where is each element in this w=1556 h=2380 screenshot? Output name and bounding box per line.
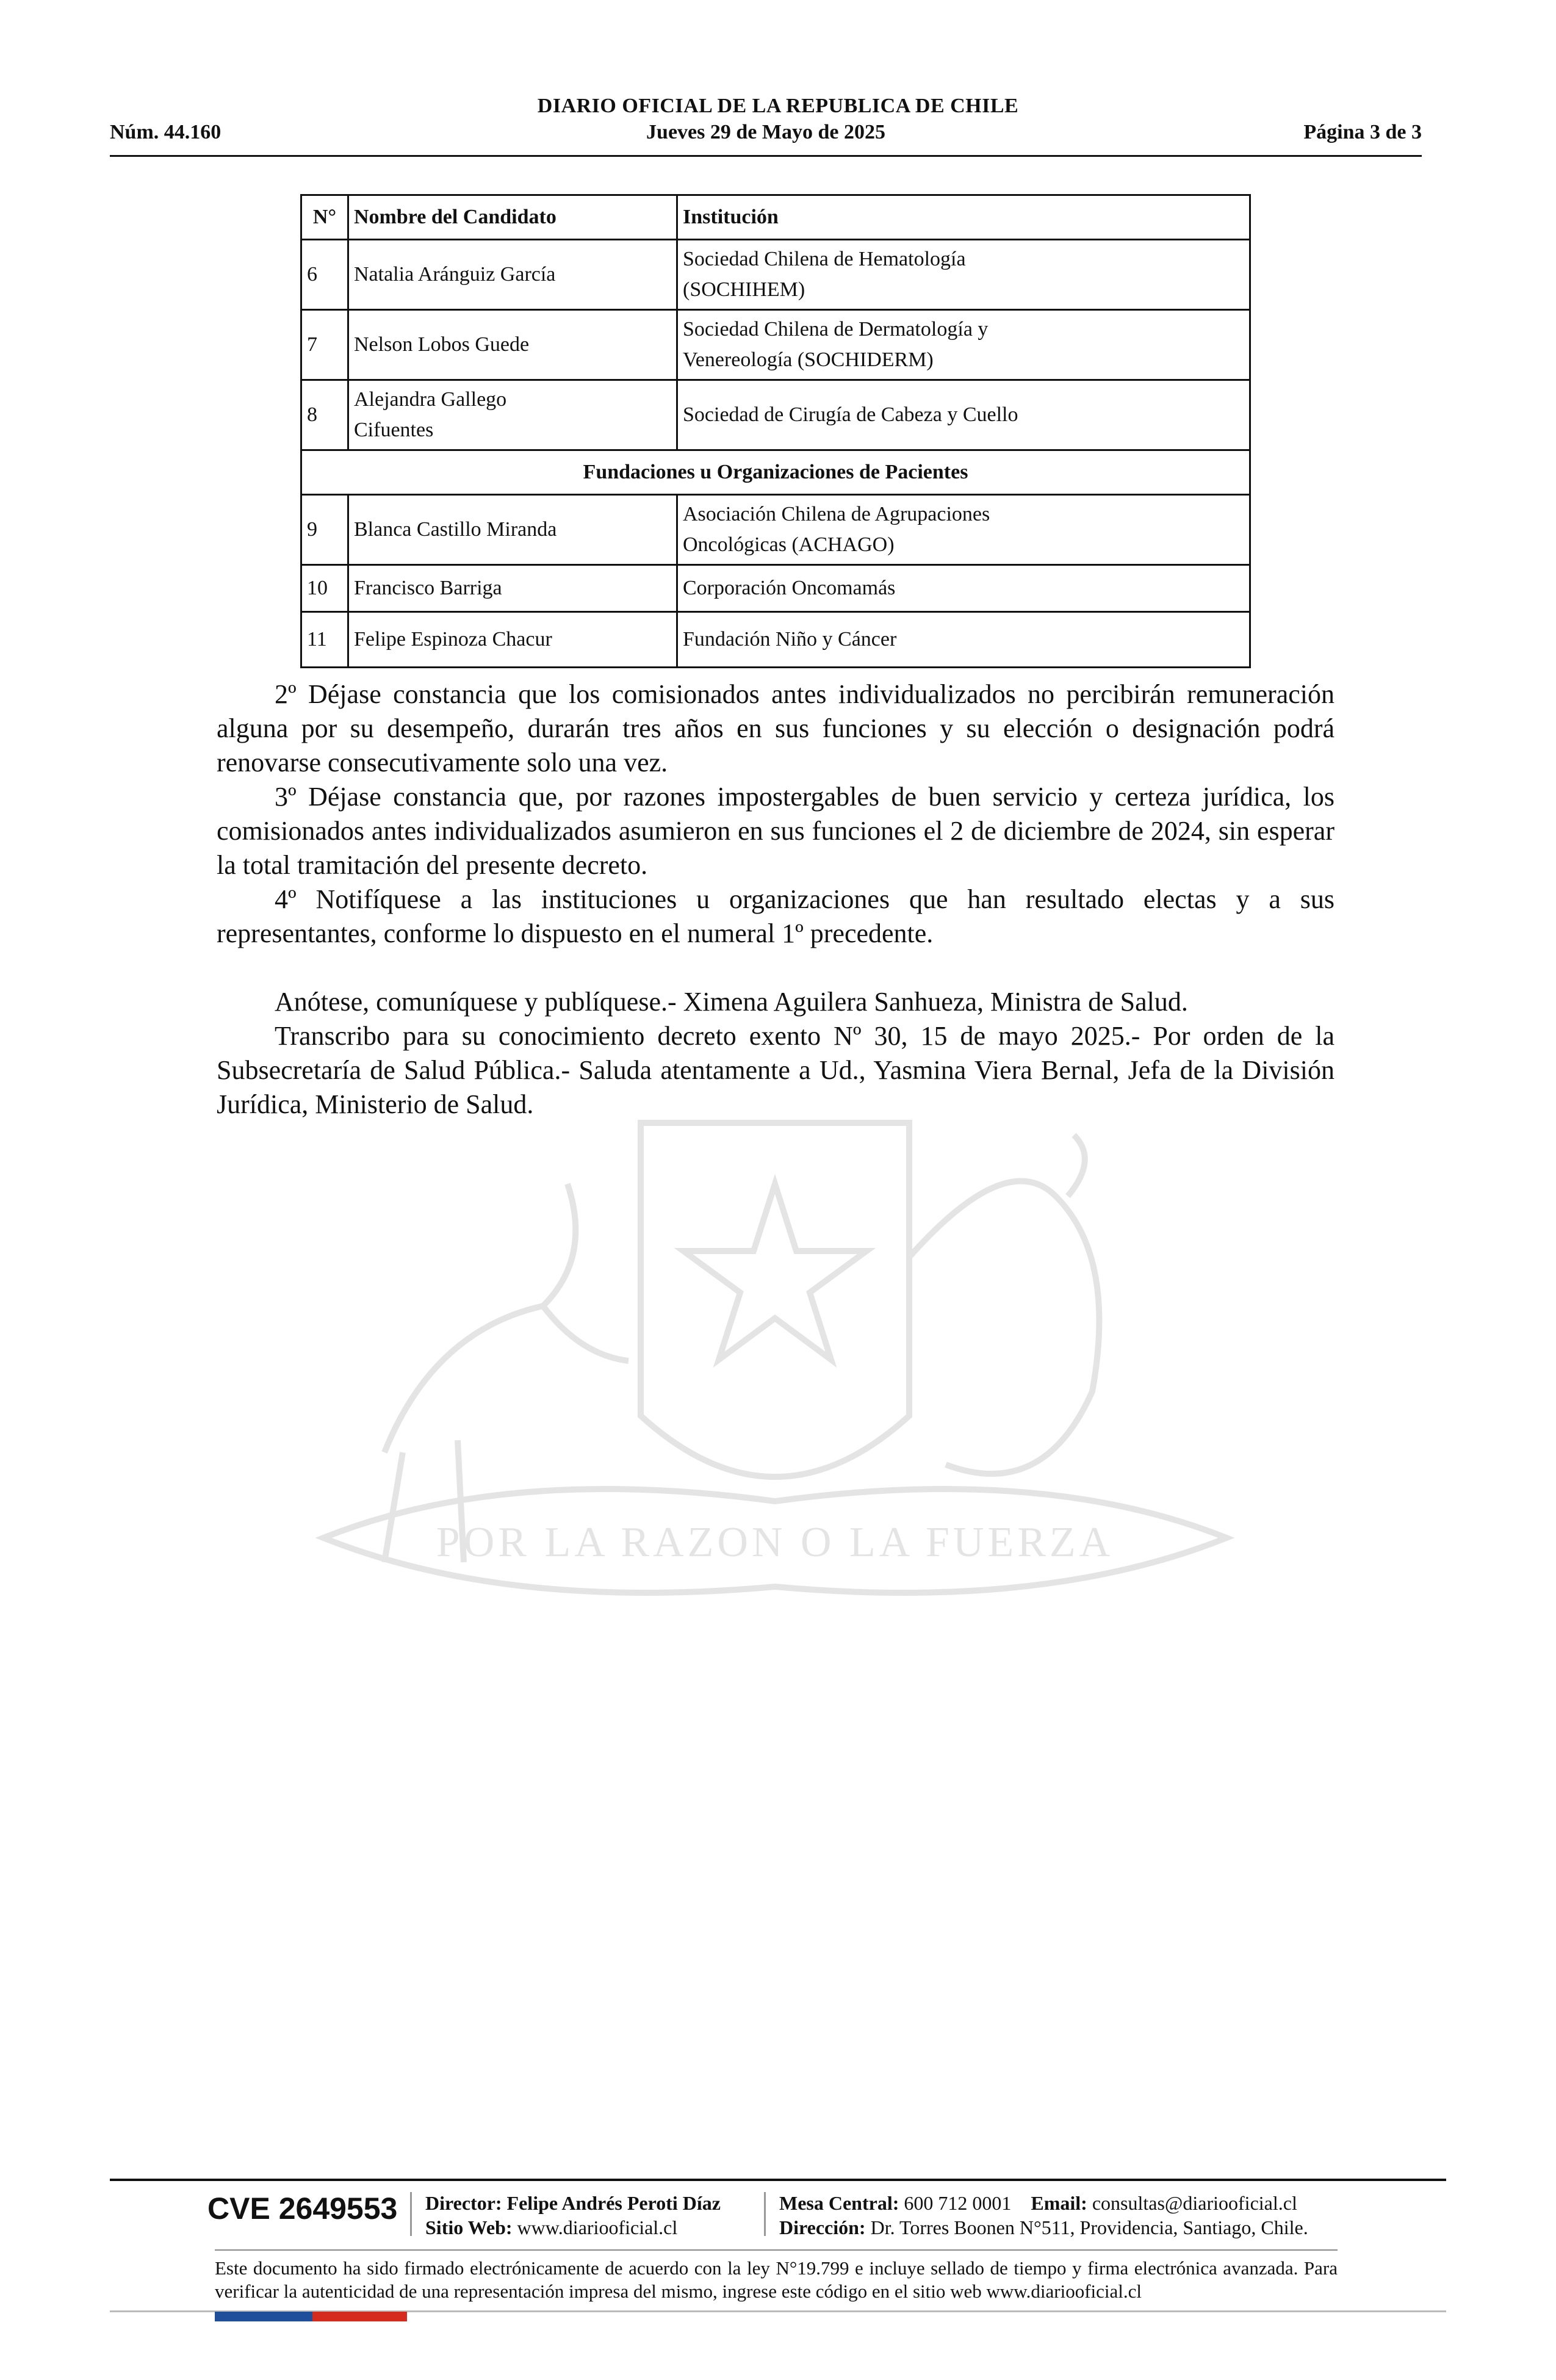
paragraph-2: 2º Déjase constancia que los comisionados antes individualizados no percibirán remuneración alguna por su desempeño, durarán tres años en sus funciones y su elección o designación podrá renovarse consecutivamente solo una vez. (217, 679, 1334, 777)
address-text: Dr. Torres Boonen N°511, Providencia, Santiago, Chile. (870, 2216, 1308, 2238)
table-section-row (301, 450, 1250, 495)
cve-code: CVE 2649553 (207, 2191, 398, 2226)
page-indicator: Página 3 de 3 (1303, 121, 1422, 143)
row-number: 7 (301, 310, 348, 380)
row-number: 6 (301, 240, 348, 310)
footer-director-block (425, 2191, 721, 2240)
site-link[interactable]: www.diariooficial.cl (517, 2216, 678, 2238)
institution-line: Oncológicas (ACHAGO) (683, 533, 895, 556)
table-row (301, 495, 1250, 565)
footer-separator (764, 2192, 766, 2236)
institution-line: (SOCHIHEM) (683, 278, 805, 301)
coat-of-arms-watermark (201, 1074, 1349, 1672)
mesa-phone: 600 712 0001 (904, 2192, 1012, 2214)
email-label: Email: (1031, 2192, 1087, 2214)
institution-line: Sociedad Chilena de Dermatología y (683, 318, 989, 341)
footer-separator (410, 2192, 412, 2236)
director-label: Director: (425, 2192, 502, 2214)
table-row (301, 240, 1250, 310)
footer-contact-block (779, 2191, 1308, 2240)
flag-stripe-red (312, 2312, 407, 2321)
institution-line: Asociación Chilena de Agrupaciones (683, 503, 990, 525)
header-institution: Institución (677, 195, 1250, 240)
candidates-table (300, 194, 1251, 668)
decree-body (217, 677, 1334, 1122)
closing-formula: Anótese, comuníquese y publíquese.- Ximena Aguilera Sanhueza, Ministra de Salud. (275, 987, 1188, 1017)
institution-line: Sociedad Chilena de Hematología (683, 248, 966, 270)
institution-name (677, 495, 1250, 565)
header-row (110, 121, 1422, 150)
candidate-name: Natalia Aránguiz García (348, 240, 677, 310)
row-number: 10 (301, 565, 348, 612)
table-row (301, 380, 1250, 450)
section-heading: Fundaciones u Organizaciones de Pacientes (301, 450, 1250, 495)
paragraph-4: 4º Notifíquese a las instituciones u organizaciones que han resultado electas y a sus representantes, conforme lo dispuesto en el numeral 1º precedente. (217, 884, 1334, 948)
institution-name (677, 310, 1250, 380)
candidate-name: Blanca Castillo Miranda (348, 495, 677, 565)
candidate-name-line: Cifuentes (354, 419, 434, 441)
candidate-name: Felipe Espinoza Chacur (348, 612, 677, 668)
institution-name: Corporación Oncomamás (677, 565, 1250, 612)
table-header-row (301, 195, 1250, 240)
issue-date: Jueves 29 de Mayo de 2025 (646, 121, 885, 143)
address-label: Dirección: (779, 2216, 866, 2238)
candidate-name-line: Alejandra Gallego (354, 388, 507, 411)
row-number: 11 (301, 612, 348, 668)
table-row (301, 565, 1250, 612)
transcription-note: Transcribo para su conocimiento decreto exento Nº 30, 15 de mayo 2025.- Por orden de la Subsecretaría de Salud Pública.- Saluda atentamente a Ud., Yasmina Viera Bernal, Jefa de la División Jurídica, Ministerio de Salud. (217, 1021, 1334, 1119)
table-row (301, 612, 1250, 668)
institution-name: Sociedad de Cirugía de Cabeza y Cuello (677, 380, 1250, 450)
mesa-label: Mesa Central: (779, 2192, 899, 2214)
watermark-motto: POR LA RAZON O LA FUERZA (436, 1519, 1114, 1566)
email-link[interactable]: consultas@diariooficial.cl (1092, 2192, 1297, 2214)
header-candidate-name: Nombre del Candidato (348, 195, 677, 240)
candidate-name (348, 380, 677, 450)
publication-title: DIARIO OFICIAL DE LA REPUBLICA DE CHILE (537, 95, 1019, 117)
row-number: 8 (301, 380, 348, 450)
flag-stripe-blue (215, 2312, 312, 2321)
row-number: 9 (301, 495, 348, 565)
candidate-name: Nelson Lobos Guede (348, 310, 677, 380)
director-name: Felipe Andrés Peroti Díaz (506, 2192, 721, 2214)
institution-name (677, 240, 1250, 310)
candidate-name: Francisco Barriga (348, 565, 677, 612)
institution-line: Venereología (SOCHIDERM) (683, 348, 934, 371)
header-divider (110, 155, 1422, 157)
footer-top-divider (110, 2179, 1446, 2181)
issue-number: Núm. 44.160 (110, 121, 222, 143)
table-row (301, 310, 1250, 380)
header-number: N° (301, 195, 348, 240)
footer-mid-divider (215, 2249, 1338, 2251)
institution-name: Fundación Niño y Cáncer (677, 612, 1250, 668)
legal-notice: Este documento ha sido firmado electrónicamente de acuerdo con la ley N°19.799 e incluye sellado de tiempo y firma electrónica avanzada. Para verificar la autenticidad de una representación impresa del mismo, ingrese este código en el sitio web www.diariooficial.cl (215, 2257, 1338, 2302)
paragraph-3: 3º Déjase constancia que, por razones impostergables de buen servicio y certeza jurídica, los comisionados antes individualizados asumieron en sus funciones el 2 de diciembre de 2024, sin esperar la total tramitación del presente decreto. (217, 782, 1334, 880)
site-label: Sitio Web: (425, 2216, 513, 2238)
